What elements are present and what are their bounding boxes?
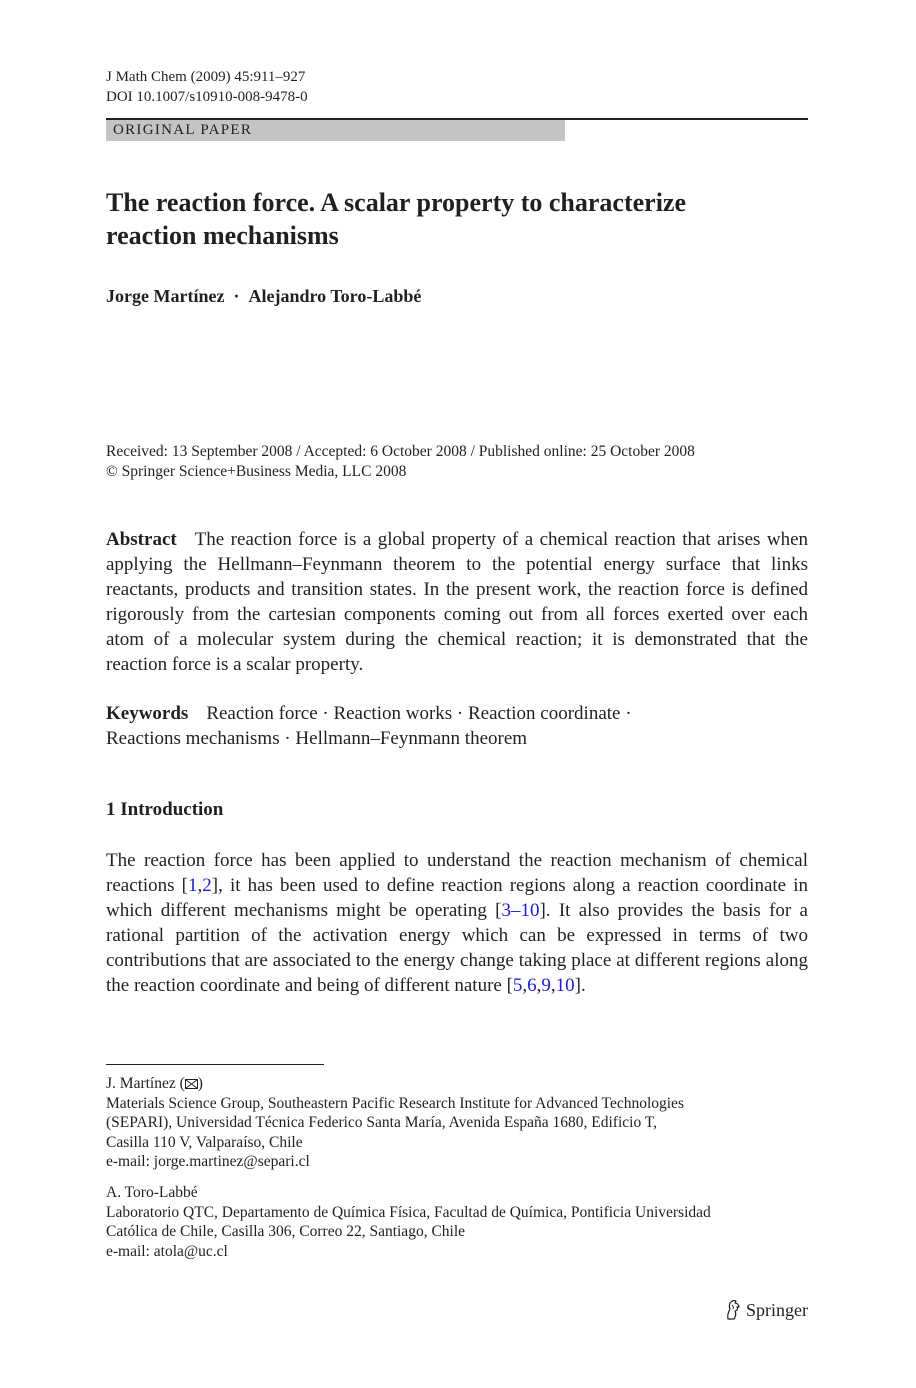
footnote-author-close: ) xyxy=(197,1075,203,1092)
citation-link[interactable]: 10 xyxy=(555,975,575,996)
intro-text: , xyxy=(536,975,542,996)
footnote-line: Casilla 110 V, Valparaíso, Chile xyxy=(106,1133,303,1151)
footnote-author-line xyxy=(106,1074,808,1094)
footnote-email: e-mail: jorge.martinez@separi.cl xyxy=(106,1153,310,1171)
paper-title xyxy=(106,186,808,252)
citation-link[interactable]: 1 xyxy=(188,875,198,896)
author-name: Alejandro Toro-Labbé xyxy=(248,286,422,306)
footnote-email: e-mail: atola@uc.cl xyxy=(106,1242,228,1260)
citation-link[interactable]: 5 xyxy=(512,975,523,996)
intro-text: ], it has been used to define reaction regions along a reaction coordinate in which different mechanisms might be operating [ xyxy=(106,875,808,921)
affiliation-footnote-1 xyxy=(106,1074,808,1172)
publication-dates xyxy=(106,442,695,482)
intro-text: The reaction force has been applied to understand the reaction mechanism of chemical reactions [ xyxy=(106,850,808,896)
footnote-line: Materials Science Group, Southeastern Pacific Research Institute for Advanced Technologies xyxy=(106,1094,684,1112)
doi: DOI 10.1007/s10910-008-9478-0 xyxy=(106,89,308,105)
citation-link[interactable]: 2 xyxy=(202,875,212,896)
affiliation-footnote-2 xyxy=(106,1183,808,1261)
publisher-name: Springer xyxy=(746,1300,808,1320)
abstract xyxy=(106,527,808,677)
author-name: Jorge Martínez xyxy=(106,286,225,306)
citation-link[interactable]: 9 xyxy=(541,975,551,996)
footnote-author-name: J. Martínez ( xyxy=(106,1075,185,1092)
abstract-text: The reaction force is a global property of a chemical reaction that arises when applying the Hellmann–Feynmann theorem to the potential energy surface that links reactants, products and transition states. In the present work, the reaction force is defined rigorously from the cartesian components coming out from all forces exerted over each atom of a molecular system during the chemical reaction; it is demonstrated that the reaction force is a scalar property. xyxy=(106,529,808,675)
section-heading: 1 Introduction xyxy=(106,799,224,820)
abstract-label: Abstract xyxy=(106,529,177,550)
journal-header xyxy=(106,67,308,107)
footnote-rule xyxy=(106,1064,324,1065)
citation-link[interactable]: 3–10 xyxy=(501,900,540,921)
title-line-2: reaction mechanisms xyxy=(106,221,339,250)
keywords-label: Keywords xyxy=(106,703,189,724)
envelope-icon xyxy=(185,1079,198,1089)
keywords-line-2: Reactions mechanisms · Hellmann–Feynmann theorem xyxy=(106,728,528,749)
footnote-author-name: A. Toro-Labbé xyxy=(106,1184,198,1201)
springer-horse-icon xyxy=(724,1299,742,1321)
journal-citation: J Math Chem (2009) 45:911–927 xyxy=(106,69,306,85)
intro-text: , xyxy=(550,975,556,996)
author-separator: · xyxy=(233,286,240,306)
intro-text: ]. xyxy=(574,975,586,996)
copyright: © Springer Science+Business Media, LLC 2008 xyxy=(106,463,407,480)
title-line-1: The reaction force. A scalar property to characterize xyxy=(106,188,687,217)
article-type-label: ORIGINAL PAPER xyxy=(113,122,253,138)
introduction-paragraph xyxy=(106,848,808,998)
publisher-logo xyxy=(724,1298,808,1322)
footnote-line: (SEPARI), Universidad Técnica Federico Santa María, Avenida España 1680, Edificio T, xyxy=(106,1114,657,1132)
intro-text: , xyxy=(522,975,528,996)
citation-link[interactable]: 6 xyxy=(527,975,537,996)
footnote-line: Católica de Chile, Casilla 306, Correo 22, Santiago, Chile xyxy=(106,1223,466,1241)
received-dates: Received: 13 September 2008 / Accepted: 6 October 2008 / Published online: 25 October 2008 xyxy=(106,443,695,460)
footnote-line: Laboratorio QTC, Departamento de Química Física, Facultad de Química, Pontificia Universidad xyxy=(106,1203,711,1221)
intro-text: , xyxy=(197,875,203,896)
keywords xyxy=(106,701,808,751)
intro-text: ]. It also provides the basis for a rational partition of the activation energy which can be expressed in terms of two contributions that are associated to the energy change taking place at different regions along the reaction coordinate and being of different nature [ xyxy=(106,900,808,996)
keywords-line-1: Reaction force · Reaction works · Reaction coordinate · xyxy=(206,703,632,724)
author-list xyxy=(106,284,421,308)
